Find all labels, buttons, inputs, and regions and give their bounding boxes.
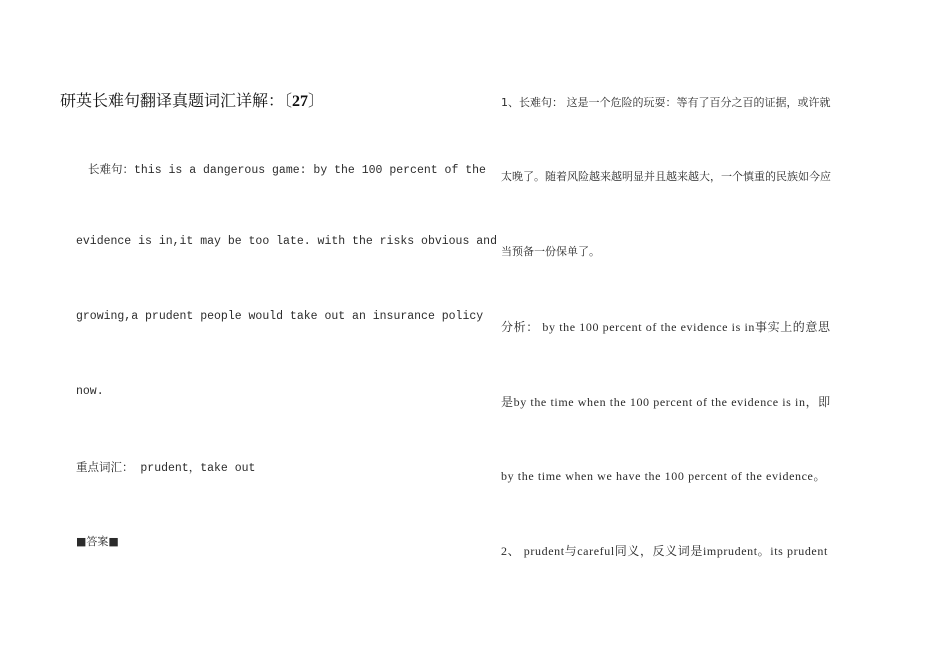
page-title xyxy=(60,88,324,111)
long-sentence-line-1: 长难句：this is a dangerous game: by the 100 percent of the xyxy=(88,164,486,177)
point-2-line: 2、 prudent与careful同义，反义词是imprudent。its prudent xyxy=(501,544,828,558)
title-number: 27 xyxy=(292,93,309,110)
analysis-line-3: by the time when we have the 100 percent of the evidence。 xyxy=(501,469,827,483)
title-suffix: 〕 xyxy=(308,91,325,110)
analysis-line-2: 是by the time when the 100 percent of the evidence is in，即 xyxy=(501,395,831,409)
long-sentence-line-3: growing,a prudent people would take out an insurance policy xyxy=(76,310,484,323)
long-sentence-line-4: now. xyxy=(76,385,104,398)
translation-line-1: 1、长难句： 这是一个危险的玩耍：等有了百分之百的证据，或许就 xyxy=(501,96,831,109)
answer-label: ■答案■ xyxy=(76,535,119,548)
analysis-line-1: 分析： by the 100 percent of the evidence is in事实上的意思 xyxy=(501,320,831,334)
long-sentence-line-2: evidence is in,it may be too late. with the risks obvious and xyxy=(76,235,497,248)
title-prefix: 研英长难句翻译真题词汇详解：〔 xyxy=(60,91,293,110)
translation-line-2: 太晚了。随着风险越来越明显并且越来越大，一个慎重的民族如今应 xyxy=(501,170,831,183)
key-words: 重点词汇： prudent，take out xyxy=(76,462,256,475)
translation-line-3: 当预备一份保单了。 xyxy=(501,245,600,258)
